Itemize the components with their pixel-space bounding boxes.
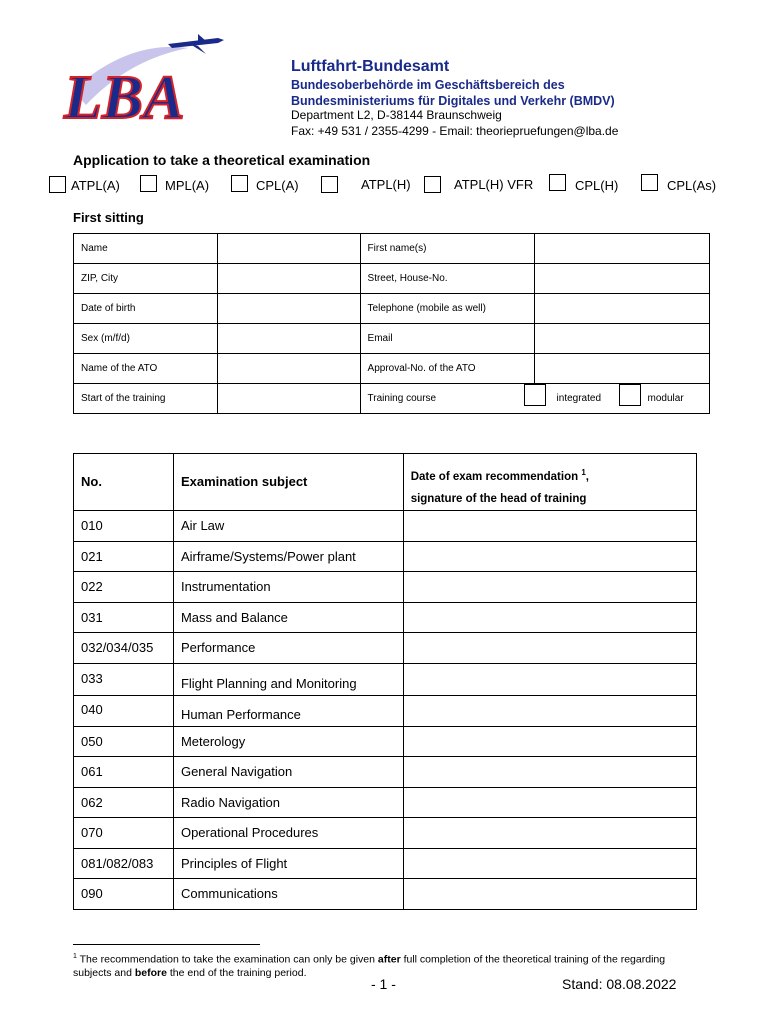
subject-name: Air Law xyxy=(173,510,403,541)
checkbox-atpl-h[interactable] xyxy=(321,176,338,193)
recommendation-input[interactable] xyxy=(403,756,696,787)
label-atpl-h-vfr: ATPL(H) VFR xyxy=(454,177,534,192)
field-label: ZIP, City xyxy=(74,264,218,294)
authority-name: Luftfahrt-Bundesamt xyxy=(291,58,450,75)
subject-number: 031 xyxy=(74,602,174,632)
subject-number: 033 xyxy=(74,663,174,695)
subject-number: 061 xyxy=(74,756,174,787)
subject-number: 070 xyxy=(74,817,174,848)
subject-name: Mass and Balance xyxy=(173,602,403,632)
field-label: Name xyxy=(74,234,218,264)
recommendation-input[interactable] xyxy=(403,541,696,571)
subject-name: General Navigation xyxy=(173,756,403,787)
telephone-input[interactable] xyxy=(535,294,710,324)
sex-input[interactable] xyxy=(217,324,360,354)
table-row xyxy=(74,510,697,541)
checkbox-atpl-a[interactable] xyxy=(49,176,66,193)
header-rec-text: Date of exam recommendation xyxy=(410,470,582,483)
footnote-marker: 1 xyxy=(581,468,586,477)
footnote-number: 1 xyxy=(73,953,77,960)
label-integrated: integrated xyxy=(556,393,602,404)
table-row xyxy=(74,663,697,695)
recommendation-input[interactable] xyxy=(403,695,696,726)
subject-number: 032/034/035 xyxy=(74,632,174,663)
header-rec-comma: , xyxy=(585,470,589,483)
first-sitting-title: First sitting xyxy=(73,210,144,225)
checkbox-cpl-h[interactable] xyxy=(549,174,566,191)
field-label: Date of birth xyxy=(74,294,218,324)
lba-logo xyxy=(58,30,228,130)
header-subject: Examination subject xyxy=(173,454,403,511)
table-row xyxy=(74,817,697,848)
table-row xyxy=(74,695,697,726)
subject-number: 021 xyxy=(74,541,174,571)
table-row xyxy=(74,264,710,294)
revision-date: Stand: 08.08.2022 xyxy=(562,976,677,992)
subject-name: Flight Planning and Monitoring xyxy=(173,663,403,695)
subject-name: Meterology xyxy=(173,726,403,756)
subject-number: 090 xyxy=(74,878,174,909)
recommendation-input[interactable] xyxy=(403,632,696,663)
label-mpl-a: MPL(A) xyxy=(165,178,210,193)
training-start-input[interactable] xyxy=(217,384,360,414)
label-modular: modular xyxy=(647,393,684,404)
footnote-text-3: the end of the training period. xyxy=(166,966,307,979)
page-number: - 1 - xyxy=(371,976,396,992)
date-of-birth-input[interactable] xyxy=(217,294,360,324)
table-row xyxy=(74,602,697,632)
recommendation-input[interactable] xyxy=(403,726,696,756)
table-row xyxy=(74,324,710,354)
subject-number: 050 xyxy=(74,726,174,756)
street-input[interactable] xyxy=(535,264,710,294)
authority-subtitle-1: Bundesoberbehörde im Geschäftsbereich des xyxy=(291,78,565,92)
table-row xyxy=(74,384,710,414)
table-row xyxy=(74,234,710,264)
contact-info: Fax: +49 531 / 2355-4299 - Email: theoriepruefungen@lba.de xyxy=(291,124,619,138)
table-row xyxy=(74,756,697,787)
subject-name: Performance xyxy=(173,632,403,663)
subject-name: Operational Procedures xyxy=(173,817,403,848)
footnote-bold-after: after xyxy=(377,953,401,966)
subject-name: Human Performance xyxy=(173,695,403,726)
svg-text:LBA: LBA xyxy=(64,64,185,130)
header-recommendation xyxy=(403,454,696,511)
field-label: Street, House-No. xyxy=(360,264,535,294)
recommendation-input[interactable] xyxy=(403,817,696,848)
label-cpl-h: CPL(H) xyxy=(575,178,619,193)
lba-logo-graphic xyxy=(58,30,228,130)
footnote-divider xyxy=(73,944,260,945)
label-cpl-a: CPL(A) xyxy=(256,178,299,193)
field-label: Training course xyxy=(367,393,437,404)
subject-number: 040 xyxy=(74,695,174,726)
recommendation-input[interactable] xyxy=(403,663,696,695)
subject-name: Airframe/Systems/Power plant xyxy=(173,541,403,571)
checkbox-cpl-a[interactable] xyxy=(231,175,248,192)
recommendation-input[interactable] xyxy=(403,878,696,909)
field-label: Approval-No. of the ATO xyxy=(360,354,535,384)
recommendation-input[interactable] xyxy=(403,602,696,632)
field-label: First name(s) xyxy=(360,234,535,264)
checkbox-modular[interactable] xyxy=(619,384,641,406)
recommendation-input[interactable] xyxy=(403,510,696,541)
subject-number: 010 xyxy=(74,510,174,541)
label-atpl-h: ATPL(H) xyxy=(361,177,411,192)
field-label: Start of the training xyxy=(74,384,218,414)
ato-name-input[interactable] xyxy=(217,354,360,384)
name-input[interactable] xyxy=(217,234,360,264)
subject-number: 062 xyxy=(74,787,174,817)
first-names-input[interactable] xyxy=(535,234,710,264)
subject-name: Principles of Flight xyxy=(173,848,403,878)
email-input[interactable] xyxy=(535,324,710,354)
table-row xyxy=(74,294,710,324)
authority-subtitle-2: Bundesministeriums für Digitales und Verkehr (BMDV) xyxy=(291,94,615,108)
checkbox-cpl-as[interactable] xyxy=(641,174,658,191)
examination-subjects-table xyxy=(73,453,697,910)
subject-number: 081/082/083 xyxy=(74,848,174,878)
label-atpl-a: ATPL(A) xyxy=(71,178,120,193)
table-row xyxy=(74,632,697,663)
footnote-text-2: full completion of the theoretical training of the regarding subjects and xyxy=(73,953,666,979)
label-cpl-as: CPL(As) xyxy=(667,178,717,193)
subject-number: 022 xyxy=(74,571,174,602)
recommendation-input[interactable] xyxy=(403,848,696,878)
department-address: Department L2, D-38144 Braunschweig xyxy=(291,108,502,122)
table-row xyxy=(74,878,697,909)
ato-approval-input[interactable] xyxy=(535,354,710,384)
checkbox-atpl-h-vfr[interactable] xyxy=(424,176,441,193)
application-title: Application to take a theoretical examination xyxy=(73,152,371,168)
table-row xyxy=(74,726,697,756)
footnote-text-1: The recommendation to take the examination can only be given xyxy=(76,953,378,966)
header-rec-text-2: signature of the head of training xyxy=(410,492,587,505)
subject-name: Communications xyxy=(173,878,403,909)
zip-city-input[interactable] xyxy=(217,264,360,294)
footnote-bold-before: before xyxy=(134,966,167,979)
recommendation-input[interactable] xyxy=(403,787,696,817)
field-label: Name of the ATO xyxy=(74,354,218,384)
checkbox-mpl-a[interactable] xyxy=(140,175,157,192)
table-row xyxy=(74,848,697,878)
recommendation-input[interactable] xyxy=(403,571,696,602)
field-label: Sex (m/f/d) xyxy=(74,324,218,354)
subject-name: Instrumentation xyxy=(173,571,403,602)
field-label: Email xyxy=(360,324,535,354)
table-row xyxy=(74,571,697,602)
training-course-cell xyxy=(360,384,709,414)
header-no: No. xyxy=(74,454,174,511)
applicant-details-table xyxy=(73,233,710,414)
table-row xyxy=(74,541,697,571)
field-label: Telephone (mobile as well) xyxy=(360,294,535,324)
table-row xyxy=(74,787,697,817)
table-row xyxy=(74,354,710,384)
subject-name: Radio Navigation xyxy=(173,787,403,817)
table-header-row xyxy=(74,454,697,511)
checkbox-integrated[interactable] xyxy=(524,384,546,406)
